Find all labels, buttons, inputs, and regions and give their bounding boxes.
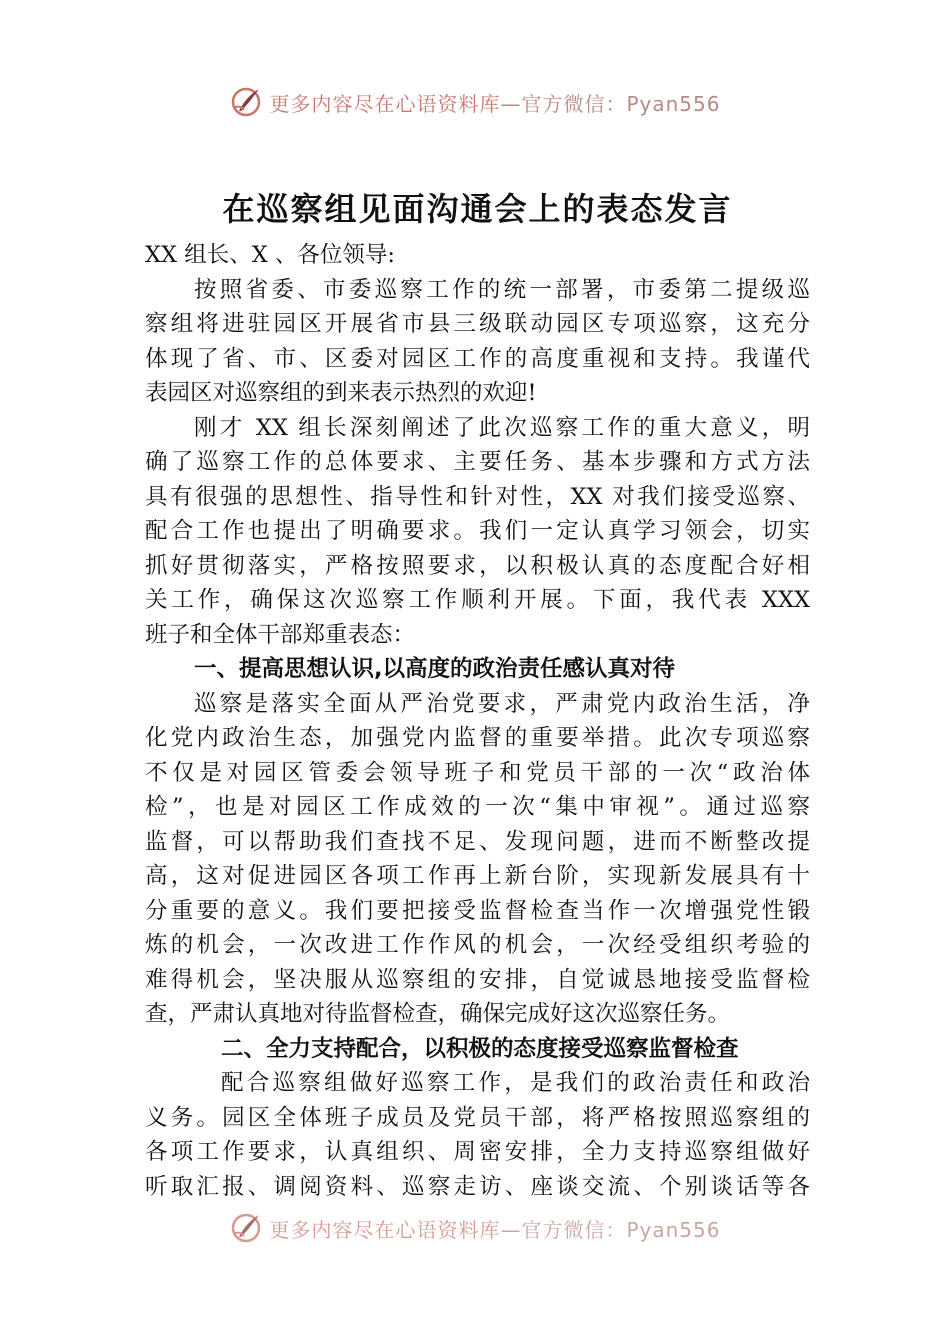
paragraph-line: 配合工作也提出了明确要求。我们一定认真学习领会，切实	[145, 518, 810, 544]
paragraph-3	[145, 687, 810, 1032]
paragraph-line: 高，这对促进园区各项工作再上新台阶，实现新发展具有十	[145, 863, 810, 889]
watermark-text-secondary: —官方微信：Pyan556	[500, 1217, 721, 1242]
paragraph-line: 刚才 XX 组长深刻阐述了此次巡察工作的重大意义，明	[194, 414, 810, 441]
document-title: 在巡察组见面沟通会上的表态发言	[222, 190, 733, 228]
paragraph-line: 体现了省、市、区委对园区工作的高度重视和支持。我谨代	[145, 345, 810, 372]
watermark-text-primary: 更多内容尽在心语资料库	[269, 91, 501, 116]
paragraph-line: 分重要的意义。我们要把接受监督检查当作一次增强党性锻	[145, 897, 810, 924]
watermark-text-primary: 更多内容尽在心语资料库	[269, 1217, 501, 1242]
salutation: XX 组长、X 、各位领导:	[145, 242, 395, 268]
quill-circle-logo-icon	[229, 85, 263, 119]
watermark-header	[0, 82, 950, 122]
paragraph-line: 察组将进驻园区开展省市县三级联动园区专项巡察，这充分	[145, 311, 810, 337]
paragraph-line: 巡察是落实全面从严治党要求，严肃党内政治生活，净	[194, 690, 810, 717]
paragraph-line: 义务。园区全体班子成员及党员干部，将严格按照巡察组的	[145, 1104, 810, 1131]
paragraph-line: 听取汇报、调阅资料、巡察走访、座谈交流、个别谈话等各	[145, 1173, 810, 1200]
quill-circle-logo-icon	[229, 1211, 263, 1245]
paragraph-2	[145, 411, 810, 653]
watermark-text-secondary: —官方微信：Pyan556	[500, 91, 721, 116]
paragraph-1	[145, 273, 810, 411]
paragraph-line: 检”，也是对园区工作成效的一次“集中审视”。通过巡察	[145, 794, 810, 820]
paragraph-line: 不仅是对园区管委会领导班子和党员干部的一次“政治体	[145, 759, 810, 786]
paragraph-line: 配合巡察组做好巡察工作，是我们的政治责任和政治	[221, 1070, 810, 1096]
paragraph-line: 化党内政治生态，加强党内监督的重要举措。此次专项巡察	[145, 725, 810, 751]
paragraph-line: 按照省委、市委巡察工作的统一部署，市委第二提级巡	[194, 276, 810, 303]
section-heading-1: 一、提高思想认识,以高度的政治责任感认真对待	[194, 656, 676, 682]
paragraph-line: 具有很强的思想性、指导性和针对性，XX 对我们接受巡察、	[145, 483, 810, 510]
watermark-footer	[0, 1208, 950, 1248]
paragraph-line: 各项工作要求，认真组织、周密安排，全力支持巡察组做好	[145, 1139, 810, 1165]
paragraph-line: 查，严肃认真地对待监督检查，确保完成好这次巡察任务。	[145, 1001, 731, 1027]
paragraph-line: 难得机会，坚决服从巡察组的安排，自觉诚恳地接受监督检	[145, 966, 810, 993]
paragraph-4	[145, 1066, 810, 1204]
section-heading-2: 二、全力支持配合，以积极的态度接受巡察监督检查	[221, 1035, 739, 1062]
paragraph-line: 监督，可以帮助我们查找不足、发现问题，进而不断整改提	[145, 828, 810, 855]
paragraph-line: 表园区对巡察组的到来表示热烈的欢迎!	[145, 380, 537, 406]
paragraph-line: 抓好贯彻落实，严格按照要求，以积极认真的态度配合好相	[145, 552, 810, 579]
paragraph-line: 炼的机会，一次改进工作作风的机会，一次经受组织考验的	[145, 932, 810, 958]
paragraph-line: 班子和全体干部郑重表态：	[145, 621, 416, 648]
paragraph-line: 确了巡察工作的总体要求、主要任务、基本步骤和方式方法	[145, 449, 810, 475]
document-body	[145, 180, 810, 1204]
paragraph-line: 关工作，确保这次巡察工作顺利开展。下面，我代表 XXX	[145, 587, 810, 613]
